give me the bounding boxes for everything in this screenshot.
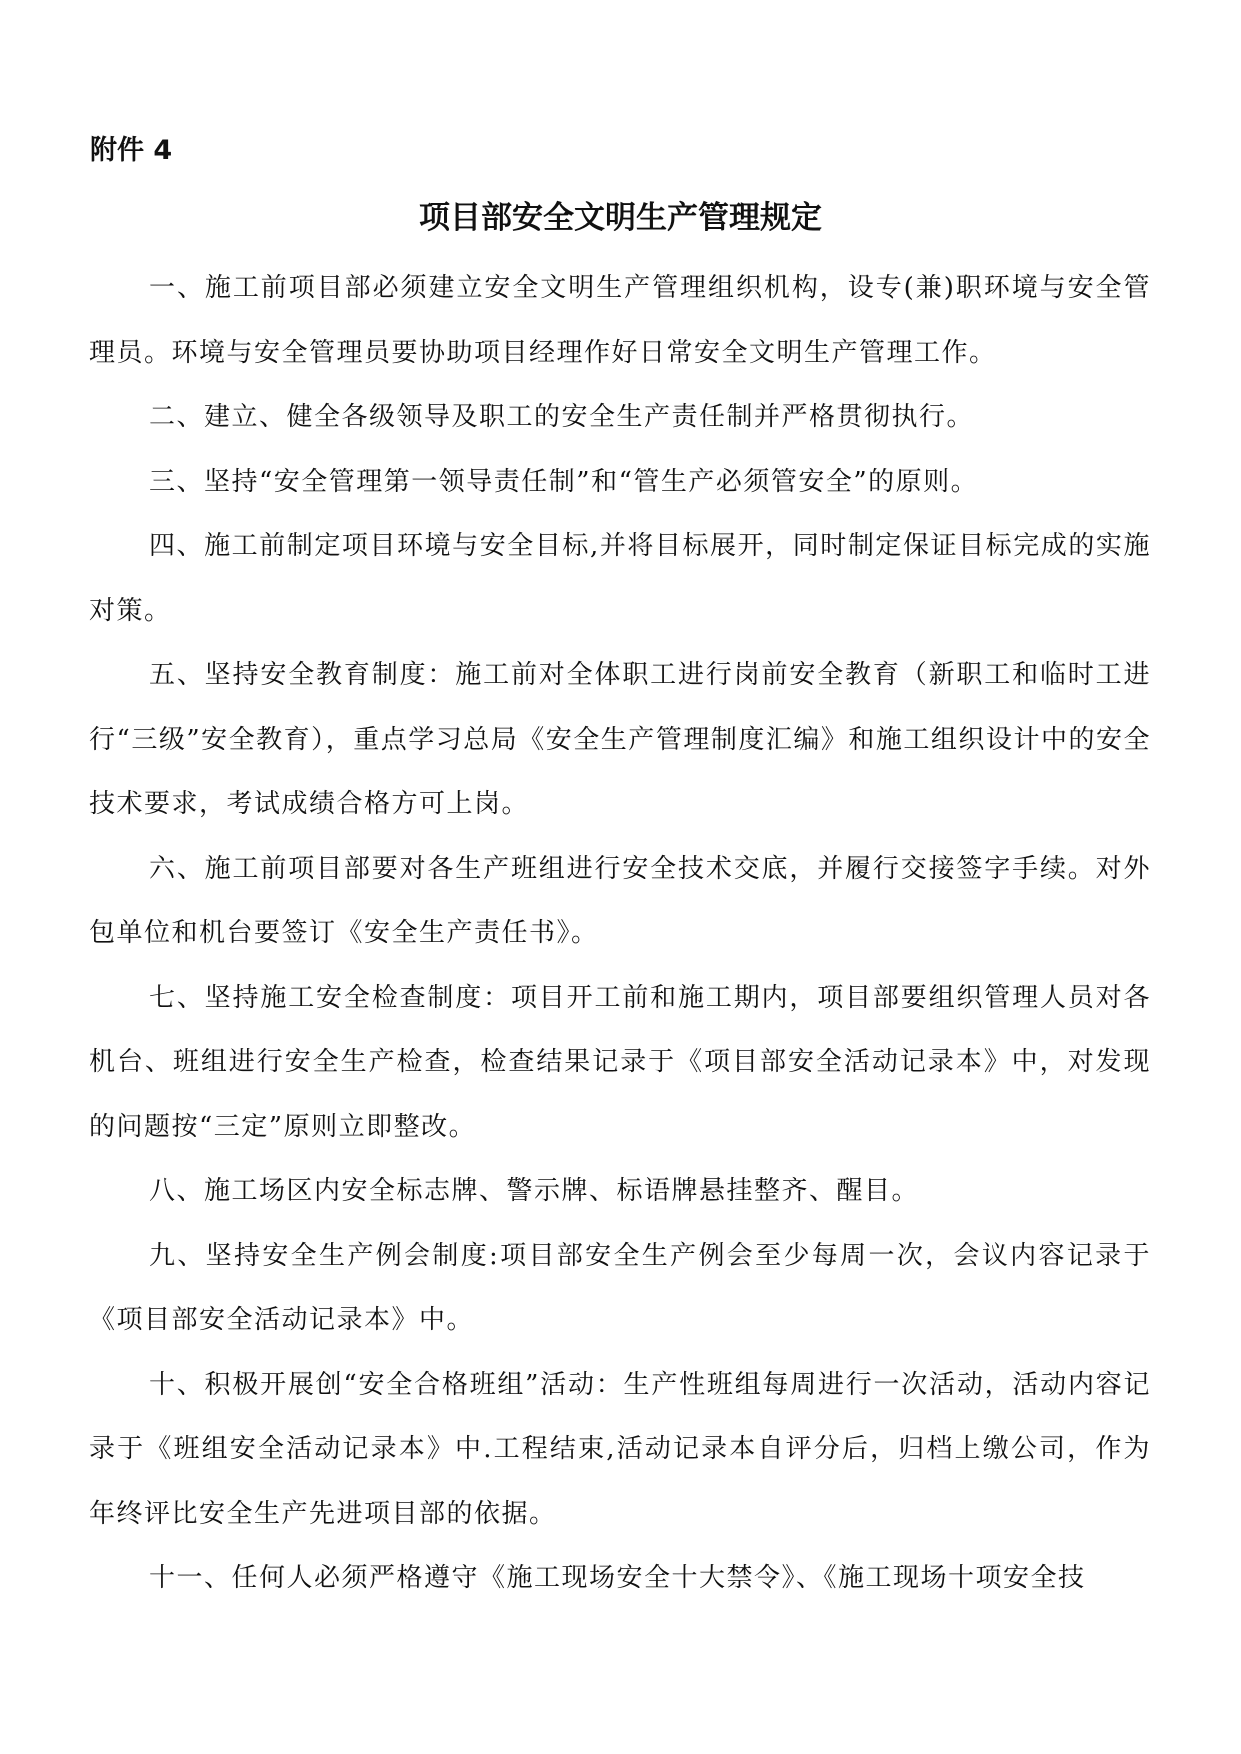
paragraph-1: 一、施工前项目部必须建立安全文明生产管理组织机构，设专(兼)职环境与安全管理员。环境与安全管理员要协助项目经理作好日常安全文明生产管理工作。 <box>89 273 1151 368</box>
paragraph-2: 二、建立、健全各级领导及职工的安全生产责任制并严格贯彻执行。 <box>149 402 975 432</box>
paragraph-5: 五、坚持安全教育制度：施工前对全体职工进行岗前安全教育（新职工和临时工进行“三级”安全教育），重点学习总局《安全生产管理制度汇编》和施工组织设计中的安全技术要求，考试成绩合格方可上岗。 <box>89 660 1151 819</box>
paragraph-8: 八、施工场区内安全标志牌、警示牌、标语牌悬挂整齐、醒目。 <box>149 1176 920 1206</box>
attachment-label: 附件 4 <box>90 135 173 166</box>
paragraph-6: 六、施工前项目部要对各生产班组进行安全技术交底，并履行交接签字手续。对外包单位和机台要签订《安全生产责任书》。 <box>89 853 1151 948</box>
paragraph-11: 十一、任何人必须严格遵守《施工现场安全十大禁令》、《施工现场十项安全技 <box>149 1563 1086 1593</box>
paragraph-9: 九、坚持安全生产例会制度:项目部安全生产例会至少每周一次，会议内容记录于《项目部安全活动记录本》中。 <box>89 1240 1151 1335</box>
paragraph-10: 十、积极开展创“安全合格班组”活动：生产性班组每周进行一次活动，活动内容记录于《班组安全活动记录本》中.工程结束,活动记录本自评分后，归档上缴公司，作为年终评比安全生产先进项目部的依据。 <box>89 1369 1151 1529</box>
paragraph-4: 四、施工前制定项目环境与安全目标,并将目标展开，同时制定保证目标完成的实施对策。 <box>89 531 1151 626</box>
document-title: 项目部安全文明生产管理规定 <box>419 200 822 236</box>
document-body <box>89 256 1151 1611</box>
paragraph-3: 三、坚持“安全管理第一领导责任制”和“管生产必须管安全”的原则。 <box>149 466 979 497</box>
paragraph-7: 七、坚持施工安全检查制度：项目开工前和施工期内，项目部要组织管理人员对各机台、班组进行安全生产检查，检查结果记录于《项目部安全活动记录本》中，对发现的问题按“三定”原则立即整改。 <box>89 982 1151 1142</box>
